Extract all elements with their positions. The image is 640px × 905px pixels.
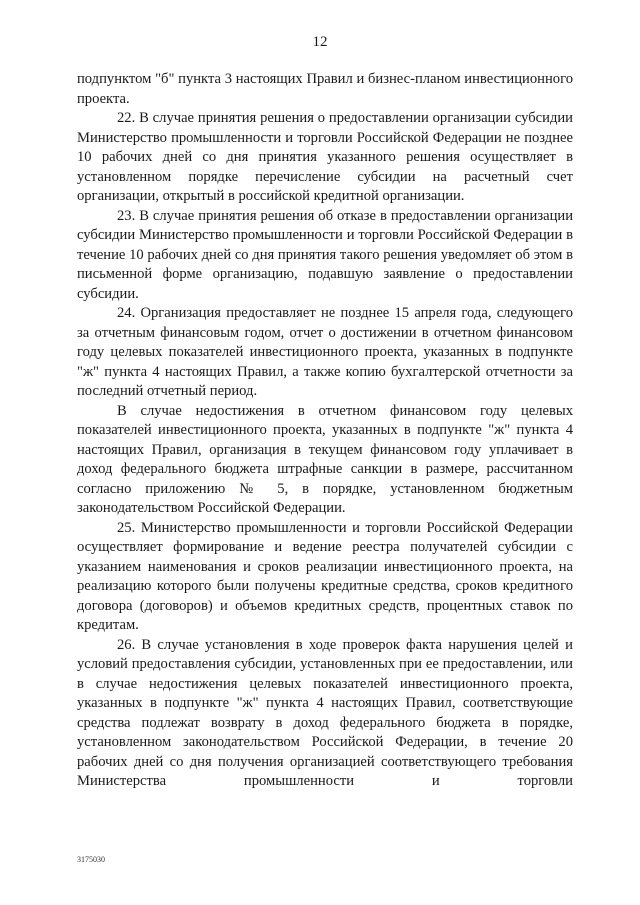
paragraph: 26. В случае установления в ходе проверок факта нарушения целей и условий предоставления субсидии, установленных при ее предоставлении, или в случае недостижения целевых показателей инвестиционного проекта, указанных в подпункте "ж" пункта 4 настоящих Правил, соответствующие средства подлежат возврату в доход федерального бюджета в порядке, установленном законодательством Российской Федерации, в течение 20 рабочих дней со дня получения организацией соответствующего требования Министерства промышленности и торговли <box>77 636 573 789</box>
document-code: 3175030 <box>77 855 105 864</box>
document-body <box>77 70 573 792</box>
paragraph: 23. В случае принятия решения об отказе в предоставлении организации субсидии Министерство промышленности и торговли Российской Федерации в течение 10 рабочих дней со дня принятия такого решения уведомляет об этом в письменной форме организацию, подавшую заявление о предоставлении субсидии. <box>77 207 573 302</box>
page-number: 12 <box>312 34 328 50</box>
paragraph: подпунктом "б" пункта 3 настоящих Правил и бизнес-планом инвестиционного проекта. <box>77 71 573 107</box>
paragraph: 22. В случае принятия решения о предоставлении организации субсидии Министерство промышленности и торговли Российской Федерации не позднее 10 рабочих дней со дня принятия указанного решения осуществляет в установленном порядке перечисление субсидии на расчетный счет организации, открытый в российской кредитной организации. <box>77 110 573 204</box>
paragraph: 24. Организация предоставляет не позднее 15 апреля года, следующего за отчетным финансовым годом, отчет о достижении в отчетном финансовом году целевых показателей инвестиционного проекта, указанных в подпункте "ж" пункта 4 настоящих Правил, а также копию бухгалтерской отчетности за последний отчетный период. <box>77 305 573 399</box>
paragraph: 25. Министерство промышленности и торговли Российской Федерации осуществляет формирование и ведение реестра получателей субсидии с указанием наименования и сроков реализации инвестиционного проекта, на реализацию которого были получены кредитные средства, сроков кредитного договора (договоров) и объемов кредитных средств, процентных ставок по кредитам. <box>77 519 573 633</box>
paragraph: В случае недостижения в отчетном финансовом году целевых показателей инвестиционного проекта, указанных в подпункте "ж" пункта 4 настоящих Правил, организация в текущем финансовом году уплачивает в доход федерального бюджета штрафные санкции в размере, рассчитанном согласно приложению № 5, в порядке, установленном бюджетным законодательством Российской Федерации. <box>77 402 573 516</box>
